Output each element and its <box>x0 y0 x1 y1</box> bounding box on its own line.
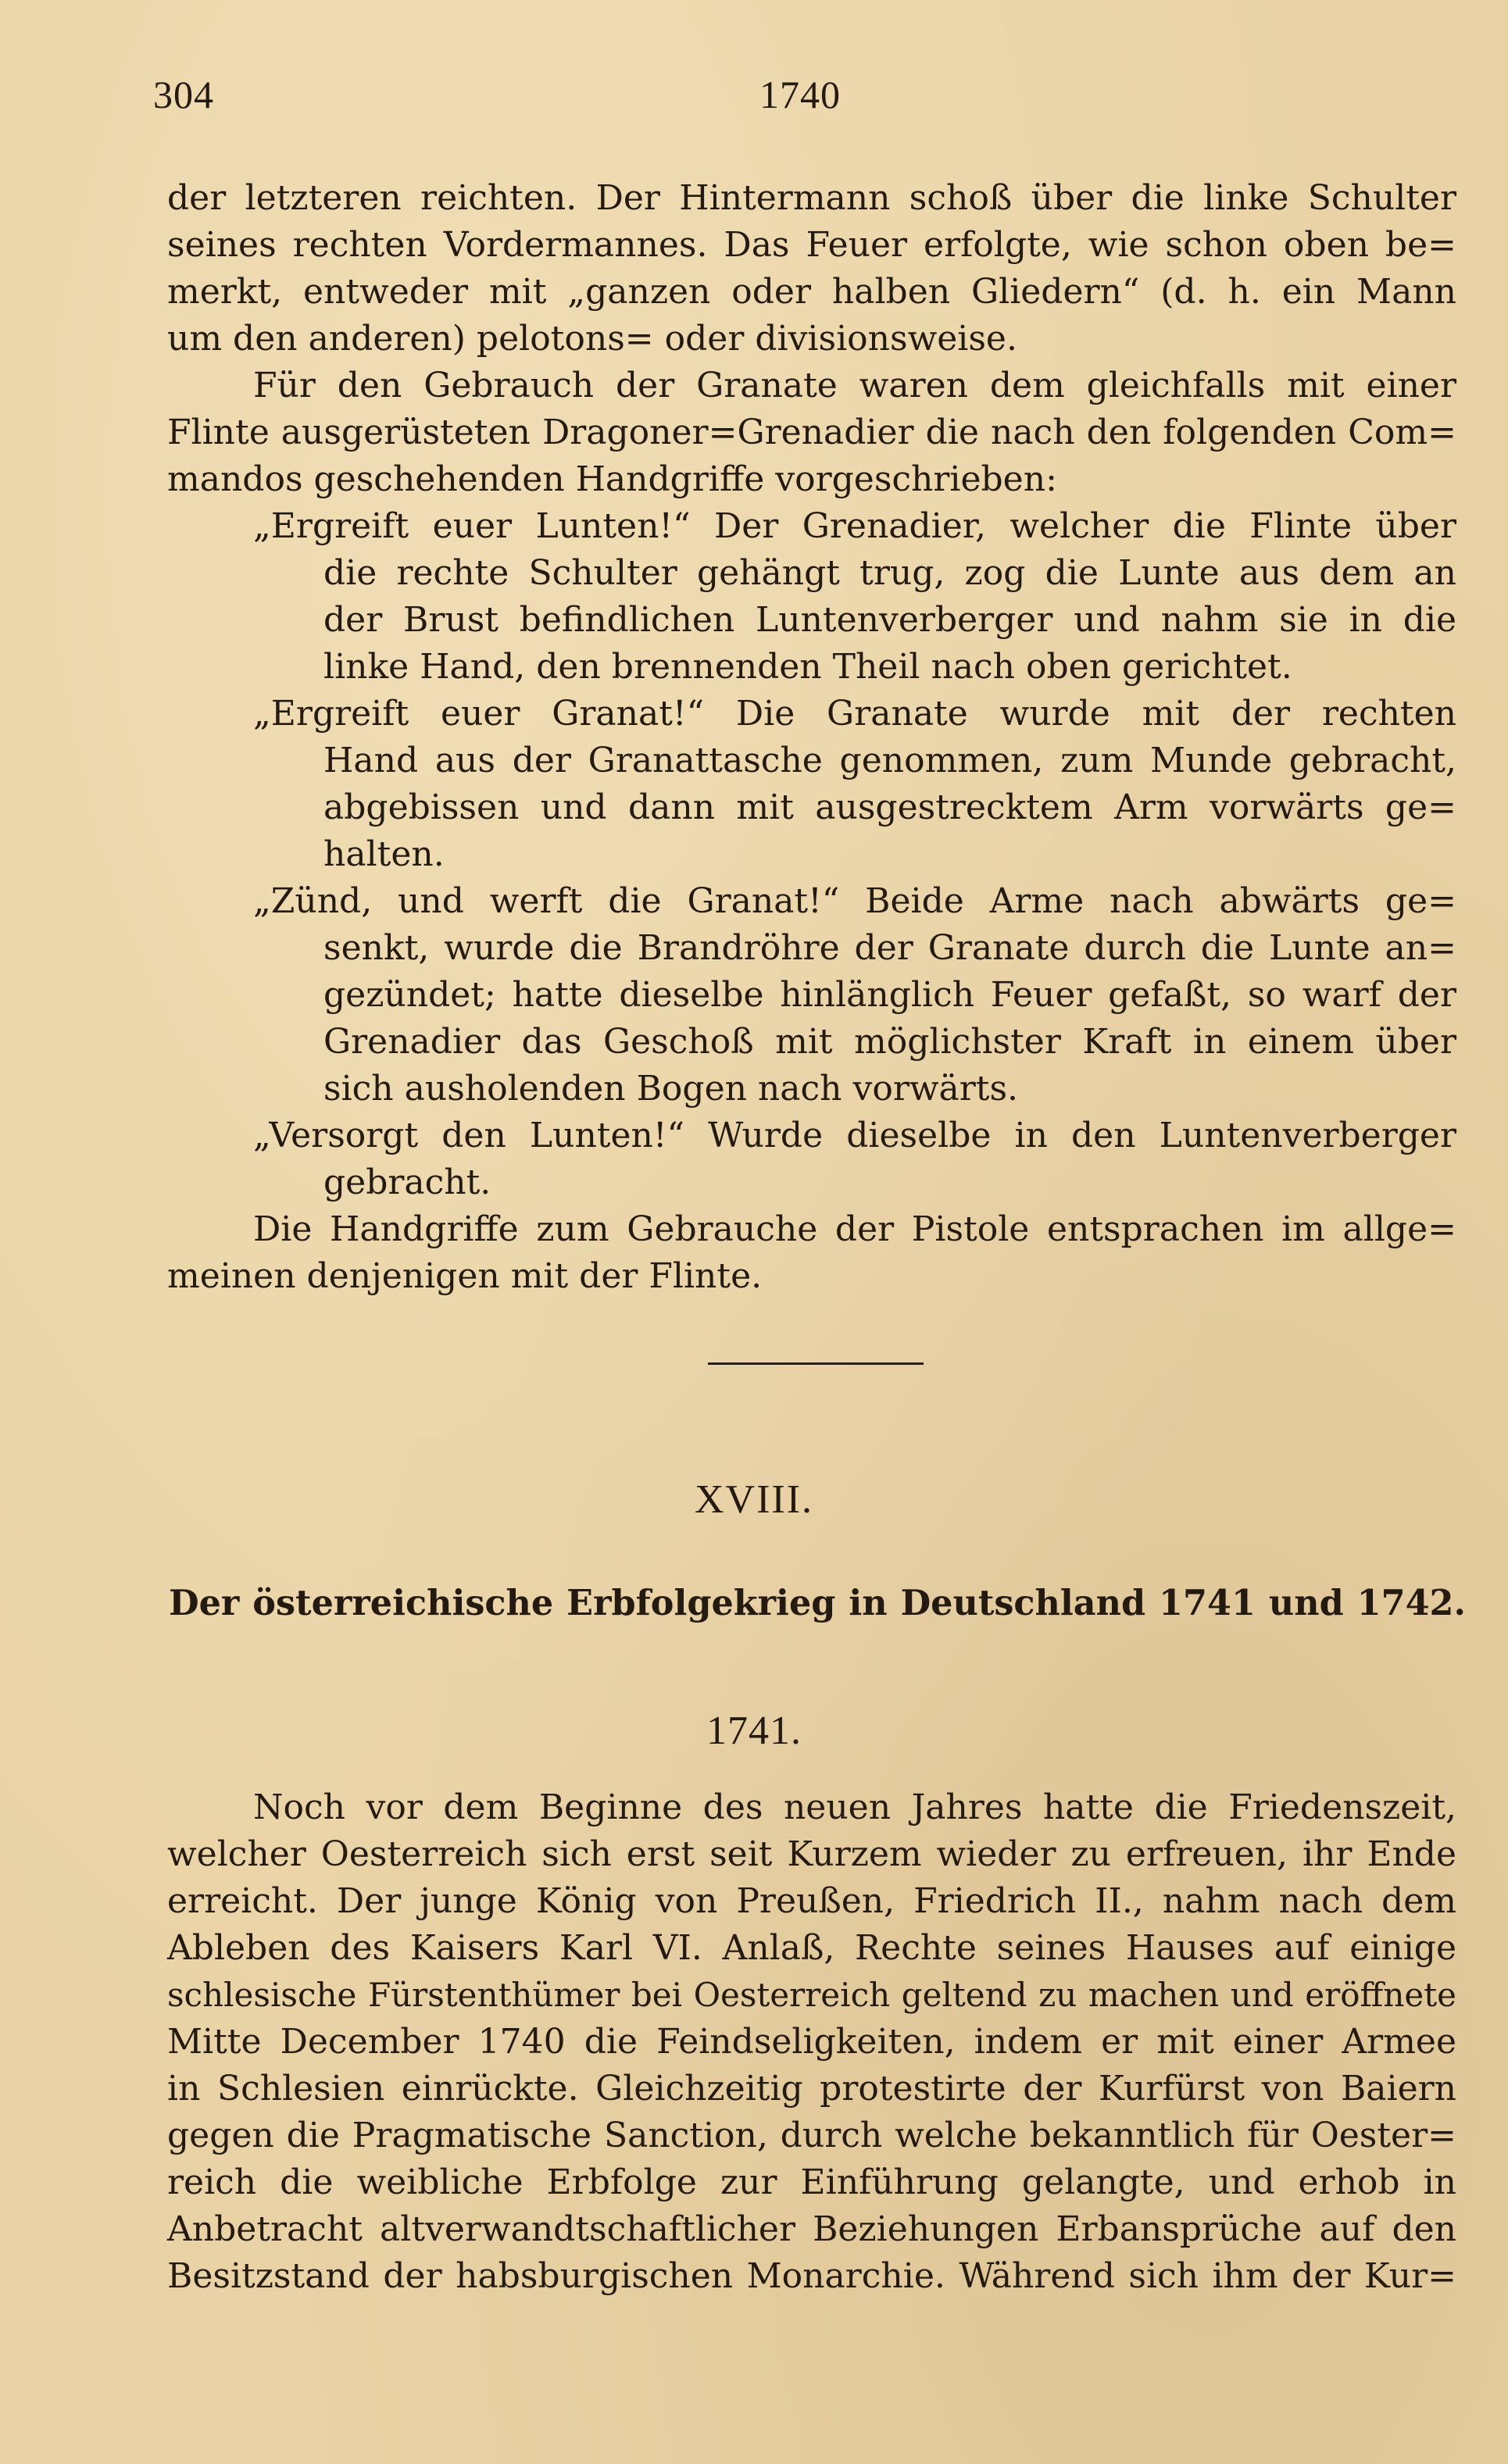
chapter-number: XVIII. <box>694 1477 814 1522</box>
paragraph-start-line: Noch vor dem Beginne des neuen Jahres hatte die Friedenszeit, <box>253 1787 1456 1827</box>
command-description-line: linke Hand, den brennenden Theil nach oben gerichtet. <box>323 647 1292 687</box>
command-description-line: abgebissen und dann mit ausgestrecktem Arm vorwärts ge= <box>323 787 1456 827</box>
command-description-line: sich ausholenden Bogen nach vorwärts. <box>323 1069 1019 1109</box>
command-description-line: Grenadier das Geschoß mit möglichster Kraft in einem über <box>323 1022 1456 1062</box>
command-description-line: senkt, wurde die Brandröhre der Granate durch die Lunte an= <box>323 928 1456 968</box>
command-line: „Ergreift euer Granat!“ Die Granate wurde mit der rechten <box>253 694 1456 734</box>
text-line: seines rechten Vordermannes. Das Feuer erfolgte, wie schon oben be= <box>167 225 1456 265</box>
command-description-line: gezündet; hatte dieselbe hinlänglich Feuer gefaßt, so warf der <box>323 975 1456 1015</box>
text-line: Anbetracht altverwandtschaftlicher Beziehungen Erbansprüche auf den <box>167 2209 1456 2249</box>
upper-body-text <box>167 175 1456 1300</box>
text-line: Flinte ausgerüsteten Dragoner=Grenadier die nach den folgenden Com= <box>167 412 1456 452</box>
lower-body-text <box>167 1784 1456 2300</box>
paragraph-start-line: Die Handgriffe zum Gebrauche der Pistole entsprachen im allge= <box>253 1209 1456 1249</box>
text-line: meinen denjenigen mit der Flinte. <box>167 1256 763 1296</box>
command-line: „Versorgt den Lunten!“ Wurde dieselbe in den Luntenverberger <box>253 1116 1456 1155</box>
running-header <box>153 72 1466 127</box>
command-description-line: Hand aus der Granattasche genommen, zum Munde gebracht, <box>323 741 1456 780</box>
section-year-heading: 1741. <box>706 1709 802 1753</box>
text-line: Mitte December 1740 die Feindseligkeiten, indem er mit einer Armee <box>167 2022 1456 2062</box>
command-description-line: halten. <box>323 834 445 874</box>
command-description-line: gebracht. <box>323 1162 491 1202</box>
header-year: 1740 <box>759 73 841 116</box>
command-description-line: die rechte Schulter gehängt trug, zog die Lunte aus dem an <box>323 553 1456 593</box>
text-line: merkt, entweder mit „ganzen oder halben Gliedern“ (d. h. ein Mann <box>167 272 1456 312</box>
command-line: „Zünd, und werft die Granat!“ Beide Arme nach abwärts ge= <box>253 881 1456 921</box>
text-line: mandos geschehenden Handgriffe vorgeschrieben: <box>167 459 1057 499</box>
page-number: 304 <box>153 73 214 116</box>
command-description-line: der Brust befindlichen Luntenverberger und nahm sie in die <box>323 600 1456 640</box>
text-line: gegen die Pragmatische Sanction, durch welche bekanntlich für Oester= <box>167 2116 1456 2155</box>
text-line: Ableben des Kaisers Karl VI. Anlaß, Rechte seines Hauses auf einige <box>167 1928 1456 1968</box>
text-line: schlesische Fürstenthümer bei Oesterreich geltend zu machen und eröffnete <box>167 1976 1456 2014</box>
section-divider <box>708 1362 924 1365</box>
text-line: welcher Oesterreich sich erst seit Kurzem wieder zu erfreuen, ihr Ende <box>167 1834 1456 1874</box>
chapter-title: Der österreichische Erbfolgekrieg in Deutschland 1741 und 1742. <box>169 1583 1466 1623</box>
text-line: erreicht. Der junge König von Preußen, Friedrich II., nahm nach dem <box>167 1881 1456 1921</box>
text-line: reich die weibliche Erbfolge zur Einführung gelangte, und erhob in <box>167 2162 1456 2202</box>
text-line: in Schlesien einrückte. Gleichzeitig protestirte der Kurfürst von Baiern <box>167 2069 1456 2109</box>
text-line: Besitzstand der habsburgischen Monarchie. Während sich ihm der Kur= <box>167 2256 1456 2296</box>
text-line: um den anderen) pelotons= oder divisionsweise. <box>167 319 1017 359</box>
command-line: „Ergreift euer Lunten!“ Der Grenadier, welcher die Flinte über <box>253 506 1456 546</box>
paragraph-start-line: Für den Gebrauch der Granate waren dem gleichfalls mit einer <box>253 366 1456 405</box>
text-line: der letzteren reichten. Der Hintermann schoß über die linke Schulter <box>167 178 1456 218</box>
